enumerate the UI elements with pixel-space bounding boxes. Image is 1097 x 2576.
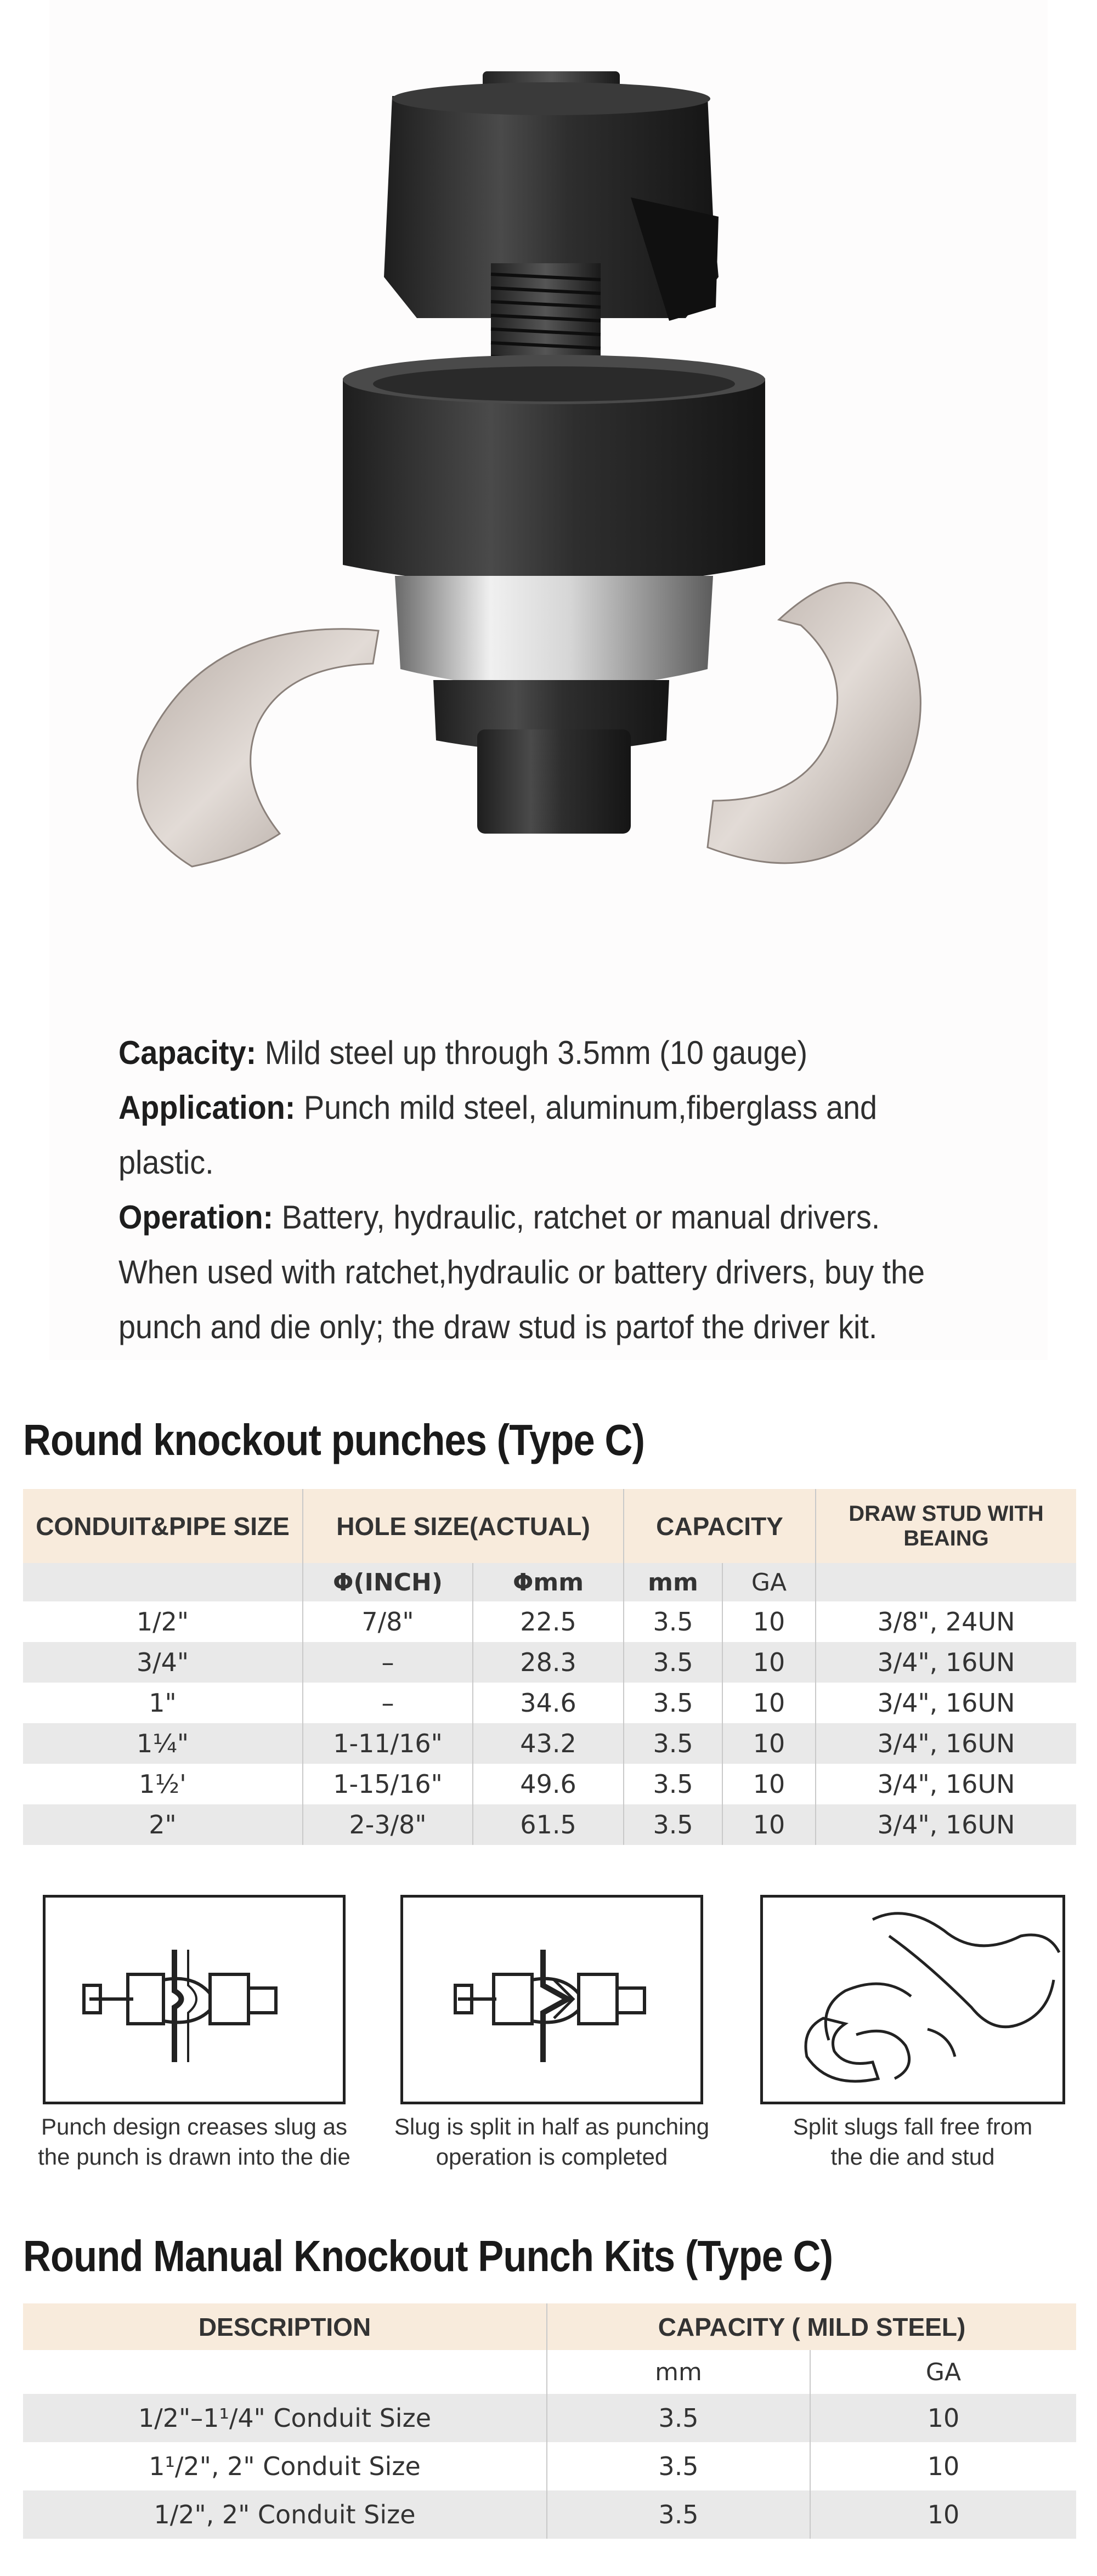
subheader-ga: GA	[722, 1563, 816, 1601]
table-subheader-row	[23, 1563, 1076, 1601]
cell-capacity: 3.5	[624, 1764, 722, 1804]
cell-capacity: 3.5	[624, 1723, 722, 1764]
cell-inch: –	[303, 1642, 473, 1683]
table-header-row	[23, 2303, 1076, 2350]
diagram-creasing	[43, 1895, 346, 2104]
diagram-slug-release	[760, 1895, 1065, 2104]
subheader-blank-2	[816, 1563, 1076, 1601]
caption-line: Split slugs fall free from	[793, 2114, 1033, 2139]
operation-line	[118, 1190, 935, 1245]
cell-capacity: 3.5	[624, 1683, 722, 1723]
subheader-mm: mm	[547, 2350, 810, 2394]
cell-conduit: 1"	[23, 1683, 303, 1723]
cell-description: 1¹/2", 2" Conduit Size	[23, 2442, 547, 2490]
cell-conduit: 2"	[23, 1804, 303, 1845]
cell-inch: 1-11/16"	[303, 1723, 473, 1764]
cell-ga: 10	[810, 2442, 1076, 2490]
caption-line: the punch is drawn into the die	[38, 2144, 350, 2170]
cell-conduit: 1¼"	[23, 1723, 303, 1764]
application-text: Punch mild steel, aluminum,fiberglass and	[295, 1089, 878, 1126]
header-conduit: CONDUIT&PIPE SIZE	[23, 1489, 303, 1563]
diagram-splitting	[400, 1895, 703, 2104]
subheader-mm: Φmm	[473, 1563, 624, 1601]
cell-inch: 1-15/16"	[303, 1764, 473, 1804]
caption-line: the die and stud	[830, 2144, 995, 2170]
cell-ga: 10	[722, 1601, 816, 1642]
hex-driver	[477, 729, 631, 834]
caption-creasing	[30, 2111, 359, 2172]
cell-stud: 3/4", 16UN	[816, 1723, 1076, 1764]
bearing-ring	[395, 576, 713, 688]
cell-conduit: 1/2"	[23, 1601, 303, 1642]
table-row	[23, 1683, 1076, 1723]
application-label: Application:	[118, 1089, 296, 1126]
table-row	[23, 1804, 1076, 1845]
operation-line-3: punch and die only; the draw stud is partof the driver kit.	[118, 1309, 878, 1345]
spec-block	[118, 1026, 935, 1355]
header-draw-stud: DRAW STUD WITH BEAING	[816, 1489, 1076, 1563]
application-cont: plastic.	[118, 1144, 214, 1181]
right-slug	[708, 582, 920, 863]
caption-splitting	[387, 2111, 716, 2172]
split-slug-diagram-icon	[403, 1898, 700, 2102]
cell-mm: 28.3	[473, 1642, 624, 1683]
operation-line-2: When used with ratchet,hydraulic or battery drivers, buy the	[118, 1254, 925, 1290]
cell-inch: 7/8"	[303, 1601, 473, 1642]
cell-capacity: 3.5	[624, 1601, 722, 1642]
cell-mm: 43.2	[473, 1723, 624, 1764]
header-hole-size: HOLE SIZE(ACTUAL)	[303, 1489, 624, 1563]
cell-stud: 3/4", 16UN	[816, 1642, 1076, 1683]
cell-stud: 3/8", 24UN	[816, 1601, 1076, 1642]
cell-conduit: 3/4"	[23, 1642, 303, 1683]
cell-mm: 3.5	[547, 2394, 810, 2442]
cell-ga: 10	[722, 1683, 816, 1723]
cell-stud: 3/4", 16UN	[816, 1804, 1076, 1845]
subheader-inch: Φ(INCH)	[303, 1563, 473, 1601]
cell-ga: 10	[722, 1642, 816, 1683]
punches-title: Round knockout punches (Type C)	[23, 1416, 645, 1464]
table-row	[23, 2442, 1076, 2490]
cell-ga: 10	[722, 1764, 816, 1804]
subheader-blank	[23, 2350, 547, 2394]
cell-ga: 10	[722, 1723, 816, 1764]
table-row	[23, 1764, 1076, 1804]
caption-line: Punch design creases slug as	[41, 2114, 347, 2139]
operation-label: Operation:	[118, 1199, 274, 1236]
caption-line: Slug is split in half as punching	[394, 2114, 710, 2139]
header-capacity: CAPACITY	[624, 1489, 816, 1563]
cell-inch: 2-3/8"	[303, 1804, 473, 1845]
cell-mm: 49.6	[473, 1764, 624, 1804]
cell-ga: 10	[722, 1804, 816, 1845]
cell-stud: 3/4", 16UN	[816, 1764, 1076, 1804]
punch-die-diagram-icon	[46, 1898, 343, 2102]
cell-mm: 22.5	[473, 1601, 624, 1642]
cell-inch: –	[303, 1683, 473, 1723]
punches-table	[23, 1489, 1076, 1845]
cell-mm: 3.5	[547, 2442, 810, 2490]
table-subheader-row	[23, 2350, 1076, 2394]
cell-mm: 34.6	[473, 1683, 624, 1723]
cell-description: 1/2", 2" Conduit Size	[23, 2490, 547, 2539]
kits-table	[23, 2303, 1076, 2539]
cell-ga: 10	[810, 2394, 1076, 2442]
subheader-blank	[23, 1563, 303, 1601]
hand-slug-release-icon	[763, 1898, 1062, 2102]
cell-capacity: 3.5	[624, 1804, 722, 1845]
cell-mm: 3.5	[547, 2490, 810, 2539]
capacity-label: Capacity:	[118, 1034, 257, 1071]
cell-conduit: 1½'	[23, 1764, 303, 1804]
kits-title: Round Manual Knockout Punch Kits (Type C)	[23, 2232, 833, 2280]
table-header-row	[23, 1489, 1076, 1563]
header-description: DESCRIPTION	[23, 2303, 547, 2350]
cell-description: 1/2"–1¹/4" Conduit Size	[23, 2394, 547, 2442]
table-row	[23, 1642, 1076, 1683]
table-row	[23, 2394, 1076, 2442]
cell-stud: 3/4", 16UN	[816, 1683, 1076, 1723]
header-capacity: CAPACITY ( MILD STEEL)	[547, 2303, 1076, 2350]
caption-slug-release	[748, 2111, 1077, 2172]
cell-mm: 61.5	[473, 1804, 624, 1845]
subheader-cap-mm: mm	[624, 1563, 722, 1601]
application-line	[118, 1080, 935, 1135]
capacity-line	[118, 1026, 935, 1080]
operation-text: Battery, hydraulic, ratchet or manual drivers.	[273, 1199, 880, 1236]
table-row	[23, 1601, 1076, 1642]
die-body	[343, 378, 765, 587]
table-row	[23, 1723, 1076, 1764]
left-slug	[138, 629, 378, 867]
cell-ga: 10	[810, 2490, 1076, 2539]
table-row	[23, 2490, 1076, 2539]
subheader-ga: GA	[810, 2350, 1076, 2394]
knockout-punch-photo	[0, 0, 1097, 932]
caption-line: operation is completed	[436, 2144, 668, 2170]
cell-capacity: 3.5	[624, 1642, 722, 1683]
capacity-text: Mild steel up through 3.5mm (10 gauge)	[256, 1034, 808, 1071]
